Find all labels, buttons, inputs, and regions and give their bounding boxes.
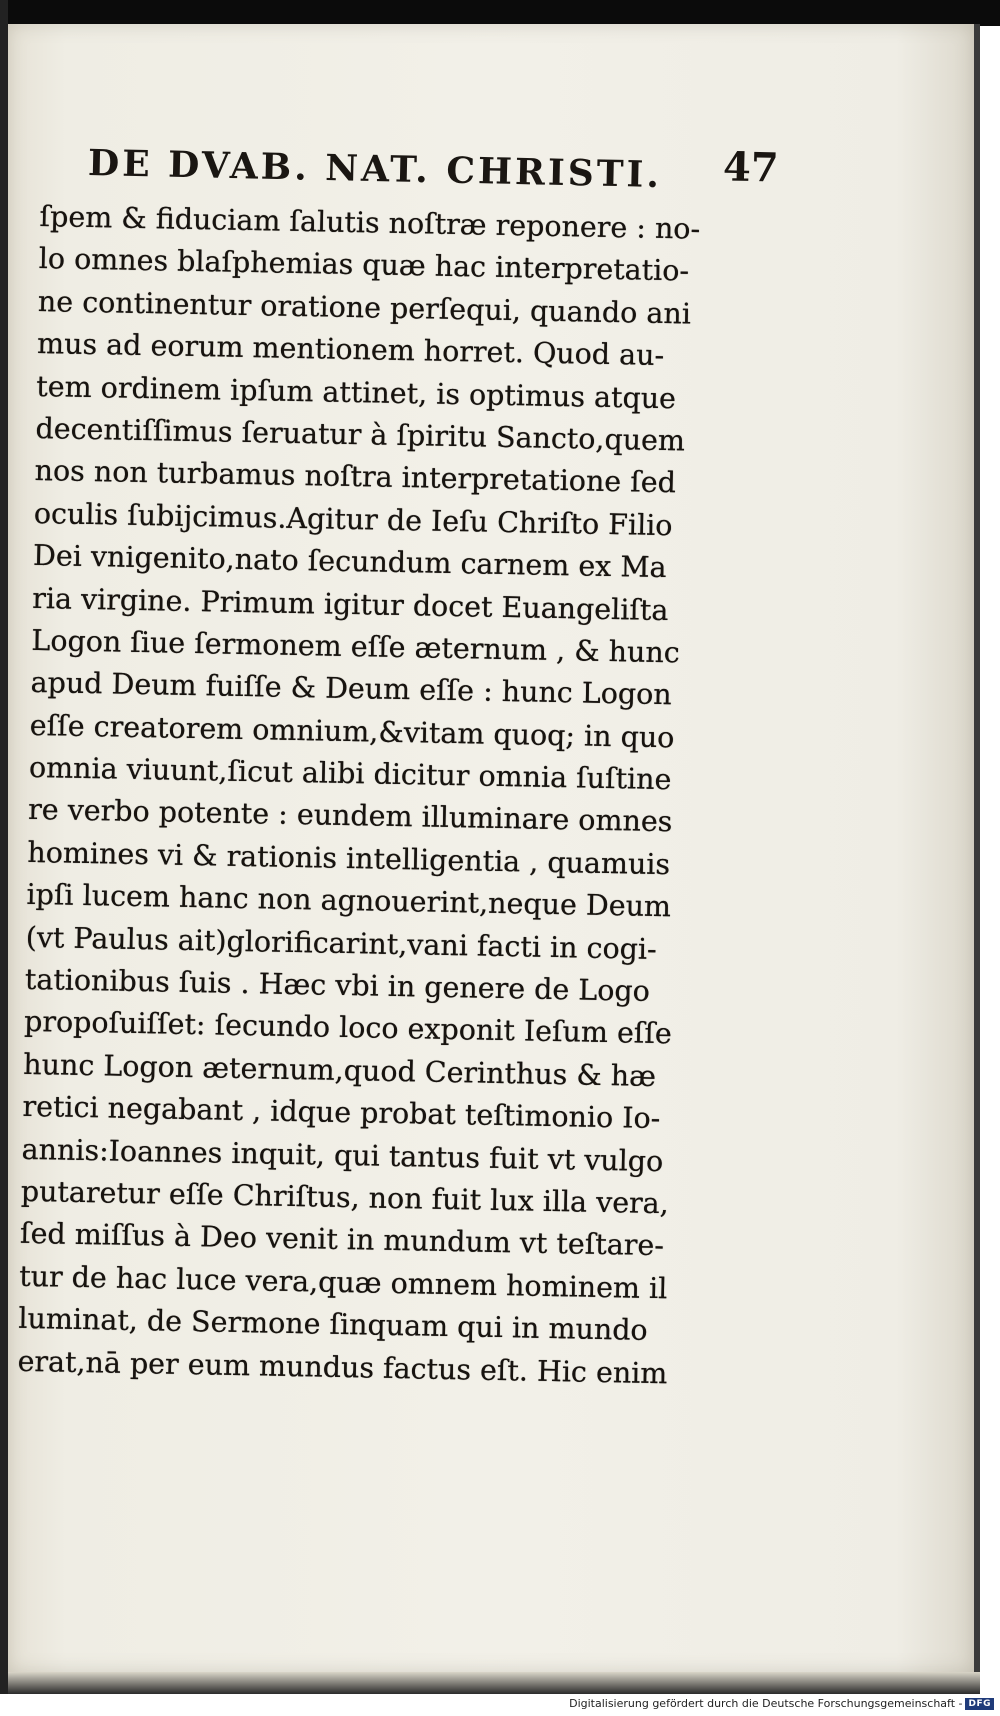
text-line: hunc Logon æternum,quod Cerinthus & hæ <box>23 1047 657 1093</box>
page-right-edge <box>974 24 980 1684</box>
text-line: luminat, de Sermone ſinquam qui in mundo <box>18 1301 648 1348</box>
page-bottom-edge <box>8 1672 980 1694</box>
text-line: Logon ſiue ſermonem eſſe æternum , & hunc <box>31 623 681 670</box>
page-header <box>88 142 788 202</box>
text-line: lo omnes blaſphemias quæ hac interpretatio- <box>38 242 690 288</box>
text-line: oculis ſubijcimus.Agitur de Ieſu Chriſto Filio <box>33 496 673 542</box>
text-line: ne continentur oratione perſequi, quando ani <box>37 284 692 331</box>
text-line: ſpem & fiduciam ſalutis noſtræ reponere : no- <box>39 199 701 246</box>
text-line: omnia viuunt,ſicut alibi dicitur omnia ſuſtine <box>28 750 672 797</box>
text-line: re verbo potente : eundem illuminare omnes <box>27 793 673 839</box>
text-line: (vt Paulus ait)glorificarint,vani facti in cogi- <box>25 920 658 966</box>
text-line: nos non turbamus noſtra interpretatione ſed <box>34 454 677 500</box>
text-line: tem ordinem ipſum attinet, is optimus atque <box>36 369 677 415</box>
text-line: tationibus ſuis . Hæc vbi in genere de Logo <box>24 962 651 1008</box>
text-line: retici negabant , idque probat teſtimonio Io- <box>22 1090 661 1136</box>
book-page <box>8 24 974 1672</box>
running-head: DE DVAB. NAT. CHRISTI. <box>87 142 663 197</box>
text-line: eſſe creatorem omnium,&vitam quoq; in quo <box>29 708 675 754</box>
top-scan-shadow <box>0 0 1000 26</box>
left-scan-shadow <box>0 0 8 1716</box>
text-line: decentiſſimus ſeruatur à ſpiritu Sancto,quem <box>35 411 686 458</box>
credit-text: Digitalisierung gefördert durch die Deutsche Forschungsgemeinschaft - <box>569 1697 963 1710</box>
text-line: mus ad eorum mentionem horret. Quod au- <box>36 327 665 373</box>
text-line: Dei vnigenito,nato ſecundum carnem ex Ma <box>32 539 667 585</box>
text-line: homines vi & rationis intelligentia , quamuis <box>27 835 671 882</box>
body-text <box>17 196 760 1397</box>
dfg-logo-icon: DFG <box>965 1698 994 1710</box>
text-line: annis:Ioannes inquit, qui tantus fuit vt vulgo <box>21 1132 664 1178</box>
page-number: 47 <box>722 143 780 192</box>
text-line: apud Deum fuiſſe & Deum eſſe : hunc Logon <box>30 666 673 712</box>
text-line: ria virgine. Primum igitur docet Euangeliſta <box>31 581 669 627</box>
text-line: ipſi lucem hanc non agnouerint,neque Deum <box>26 878 672 924</box>
text-line: tur de hac luce vera,quæ omnem hominem il <box>18 1259 668 1306</box>
text-line: erat,nā per eum mundus factus eſt. Hic enim <box>17 1344 668 1390</box>
text-line: ſed miſſus à Deo venit in mundum vt teſtare- <box>19 1217 665 1263</box>
digitization-credit <box>569 1697 994 1710</box>
text-line: propoſuiſſet: ſecundo loco exponit Ieſum eſſe <box>23 1005 673 1051</box>
text-line: putaretur eſſe Chriſtus, non fuit lux illa vera, <box>20 1174 670 1221</box>
